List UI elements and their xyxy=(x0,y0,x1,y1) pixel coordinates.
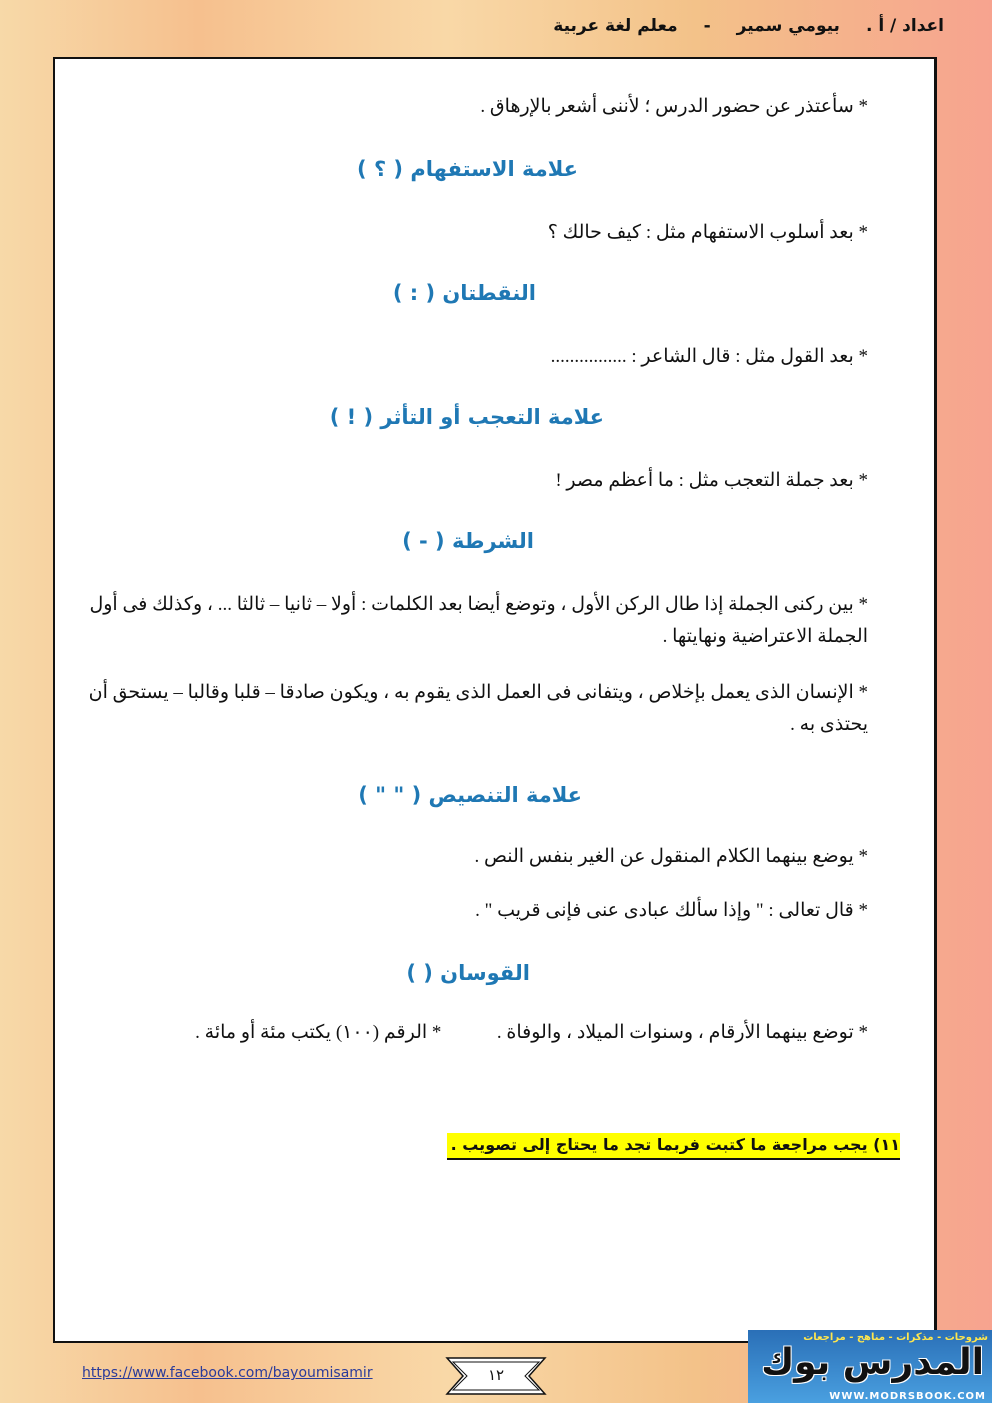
header-separator: - xyxy=(703,16,711,36)
heading-colon: النقطتان ( : ) xyxy=(392,281,536,305)
page-number-badge xyxy=(443,1354,549,1398)
header-text xyxy=(527,16,944,36)
heading-brackets: القوسان ( ) xyxy=(406,961,530,985)
heading-exclamation: علامة التعجب أو التأثر ( ! ) xyxy=(329,405,604,429)
page-number: ١٢ xyxy=(487,1366,505,1384)
page-sheet xyxy=(53,57,937,1343)
heading-question-mark: علامة الاستفهام ( ؟ ) xyxy=(357,157,578,181)
highlighted-note: ١١) يجب مراجعة ما كتبت فربما تجد ما يحتاج إلى تصويب . xyxy=(447,1133,900,1160)
page-header xyxy=(0,0,992,56)
text-line-question: * بعد أسلوب الاستفهام مثل : كيف حالك ؟ xyxy=(547,222,868,243)
lesson-content xyxy=(55,59,934,1341)
site-logo xyxy=(748,1330,992,1403)
text-line-dash-1: * بين ركنى الجملة إذا طال الركن الأول ، وتوضع أيضا بعد الكلمات : أولا – ثانيا – ثالثا ... ، وكذلك فى أول الجملة الاعتراضية ونهايتها . xyxy=(89,594,868,647)
text-line-quotes-1: * يوضع بينهما الكلام المنقول عن الغير بنفس النص . xyxy=(474,846,868,867)
text-brackets-2: * الرقم (١٠٠) يكتب مئة أو مائة . xyxy=(195,1022,442,1043)
text-line-quotes-2: * قال تعالى : " وإذا سألك عبادى عنى فإنى قريب " . xyxy=(475,900,868,921)
heading-dash: الشرطة ( - ) xyxy=(402,529,534,553)
text-line-exclamation: * بعد جملة التعجب مثل : ما أعظم مصر ! xyxy=(555,470,868,491)
logo-url: WWW.MODRSBOOK.COM xyxy=(829,1391,986,1402)
header-author-name: بيومي سمير xyxy=(736,16,840,36)
text-line-dash-2: * الإنسان الذى يعمل بإخلاص ، ويتفانى فى العمل الذى يقوم به ، ويكون صادقا – قلبا وقالبا – يستحق أن يحتذى به . xyxy=(88,682,868,735)
text-line-colon: * بعد القول مثل : قال الشاعر : ................ xyxy=(550,346,868,367)
text-line-brackets xyxy=(75,1021,868,1044)
heading-quotation: علامة التنصيص ( " " ) xyxy=(358,783,582,807)
logo-tagline: شروحات - مذكرات - مناهج - مراجعات xyxy=(803,1332,988,1343)
header-role: معلم لغة عربية xyxy=(553,16,678,36)
text-line-intro: * سأعتذر عن حضور الدرس ؛ لأننى أشعر بالإرهاق . xyxy=(480,96,868,117)
facebook-link[interactable]: https://www.facebook.com/bayoumisamir xyxy=(82,1365,373,1381)
header-author-prefix: اعداد / أ . xyxy=(865,16,944,36)
text-brackets-1: * توضع بينهما الأرقام ، وسنوات الميلاد ، والوفاة . xyxy=(496,1022,868,1043)
logo-name: المدرس بوك xyxy=(761,1342,984,1383)
